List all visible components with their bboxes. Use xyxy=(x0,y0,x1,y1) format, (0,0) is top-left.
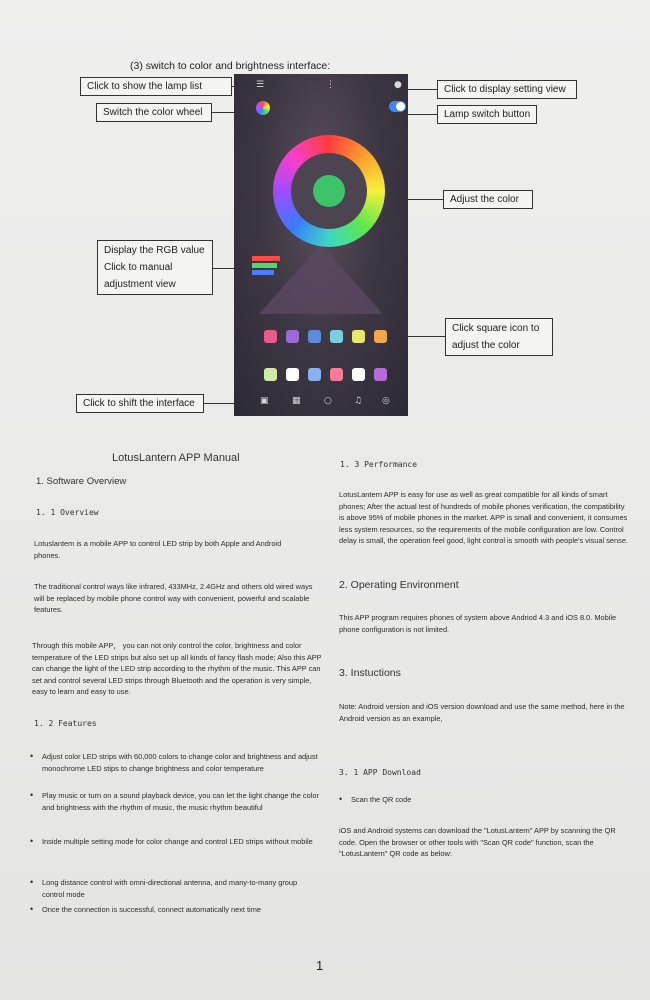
overview-paragraph-3: Through this mobile APP， you can not only control the color, brightness and color temperature of the LED strips but also set up all kinds of fancy flash mode; Also this APP can change the light of the LED strip according to the rhythm of the music. This APP can set and control several LED strips through Bluetooth and the operation is very simple, easy to learn and easy to use. xyxy=(32,641,322,697)
section-operating-environment: 2. Operating Environment xyxy=(339,579,459,591)
rgb-bar xyxy=(252,263,277,268)
color-swatch xyxy=(264,330,277,343)
callout-rgb-line-1: Display the RGB value xyxy=(104,245,205,256)
rgb-bar xyxy=(252,270,274,275)
section-performance: 1. 3 Performance xyxy=(340,460,418,469)
color-swatch xyxy=(264,368,277,381)
callout-rgb-value xyxy=(97,240,213,295)
download-bullet: • Scan the QR code xyxy=(339,794,539,806)
callout-adjust-color: Adjust the color xyxy=(443,190,533,209)
color-swatch xyxy=(352,368,365,381)
color-swatch xyxy=(308,368,321,381)
callout-rgb-line-2: Click to manual xyxy=(104,262,173,273)
overview-paragraph-2: The traditional control ways like infrared, 433MHz, 2.4GHz and others old wired ways will be replaced by mobile phone control way with convenient, powerful and scalable features. xyxy=(34,582,313,615)
lamp-switch-toggle xyxy=(389,101,406,112)
color-swatch xyxy=(286,330,299,343)
section-features: 1. 2 Features xyxy=(34,719,97,728)
callout-square-icon xyxy=(445,318,553,356)
callout-rgb-line-3: adjustment view xyxy=(104,279,176,290)
callout-lamp-switch: Lamp switch button xyxy=(437,105,537,124)
leader-line xyxy=(404,89,437,90)
nav-icon-2: ▦ xyxy=(292,396,301,406)
color-swatch xyxy=(330,330,343,343)
environment-paragraph: This APP program requires phones of system above Andriod 4.3 and iOS 8.0. Mobile phone configuration is not limited. xyxy=(339,613,617,634)
signal-icon: ⋮ xyxy=(326,80,335,90)
section-app-download: 3. 1 APP Download xyxy=(339,768,421,777)
leader-line xyxy=(408,114,437,115)
color-wheel-switch-icon xyxy=(256,101,270,115)
rgb-bar xyxy=(252,256,280,261)
feature-item: • Play music or turn on a sound playback device, you can let the light change the color and brightness with the rhythm of music, the music rhythm beautiful xyxy=(30,790,320,813)
color-swatch xyxy=(374,368,387,381)
overview-paragraph-1: Lotuslantem is a mobile APP to control LED strip by both Apple and Android phones. xyxy=(34,539,282,560)
performance-paragraph: LotusLantern APP is easy for use as well as great compatible for all kinds of smart phones; After the actual test of hundreds of mobile phones verification, the compatibility is above 95% of mobile phones in the market. APP is small and convenient, it consumes less system resources, so the requirements of the mobile configuration are low. Control delay is small, the operation feel good, light control is smooth with people's visual sense. xyxy=(339,490,628,546)
rgb-value-display xyxy=(252,256,280,277)
nav-icon-3: ○ xyxy=(324,396,332,406)
callout-setting-view: Click to display setting view xyxy=(437,80,577,99)
color-swatch xyxy=(308,330,321,343)
section-instructions: 3. Instuctions xyxy=(339,667,401,679)
app-screenshot xyxy=(234,74,408,416)
callout-lamp-list: Click to show the lamp list xyxy=(80,77,232,96)
color-swatch xyxy=(352,330,365,343)
callout-shift-interface: Click to shift the interface xyxy=(76,394,204,413)
background-mountain xyxy=(259,244,383,314)
nav-icon-5: ◎ xyxy=(382,396,390,406)
settings-icon: ● xyxy=(394,80,402,90)
callout-square-line-2: adjust the color xyxy=(452,340,520,351)
feature-item: • Once the connection is successful, connect automatically next time xyxy=(30,904,320,916)
section-software-overview: 1. Software Overview xyxy=(36,476,127,487)
nav-icon-1: ▣ xyxy=(260,396,269,406)
color-swatch xyxy=(286,368,299,381)
instructions-note: Note: Android version and iOS version download and use the same method, here in the Android version as an example, xyxy=(339,702,625,723)
manual-title: LotusLantern APP Manual xyxy=(112,452,240,464)
menu-icon: ☰ xyxy=(256,80,265,90)
callout-color-wheel: Switch the color wheel xyxy=(96,103,212,122)
feature-item: • Inside multiple setting mode for color change and control LED strips without mobile xyxy=(30,836,320,848)
color-wheel-center xyxy=(313,175,345,207)
color-swatch xyxy=(330,368,343,381)
callout-square-line-1: Click square icon to xyxy=(452,323,540,334)
feature-item: • Adjust color LED strips with 60,000 colors to change color and brightness and adjust monochrome LED stips to change brightness and color temperature xyxy=(30,751,320,774)
feature-item: • Long distance control with omni-directional antenna, and many-to-many group control mode xyxy=(30,877,320,900)
nav-icon-4: ♫ xyxy=(354,396,363,406)
section-overview: 1. 1 Overview xyxy=(36,508,99,517)
color-swatch xyxy=(374,330,387,343)
section-caption: (3) switch to color and brightness interface: xyxy=(130,60,331,72)
download-paragraph: iOS and Android systems can download the "LotusLantern" APP by scanning the QR code. Open the browser or other tools with "Scan QR code" function, scan the "LotusLantern" QR code as below: xyxy=(339,826,616,859)
page-number: 1 xyxy=(316,958,324,973)
